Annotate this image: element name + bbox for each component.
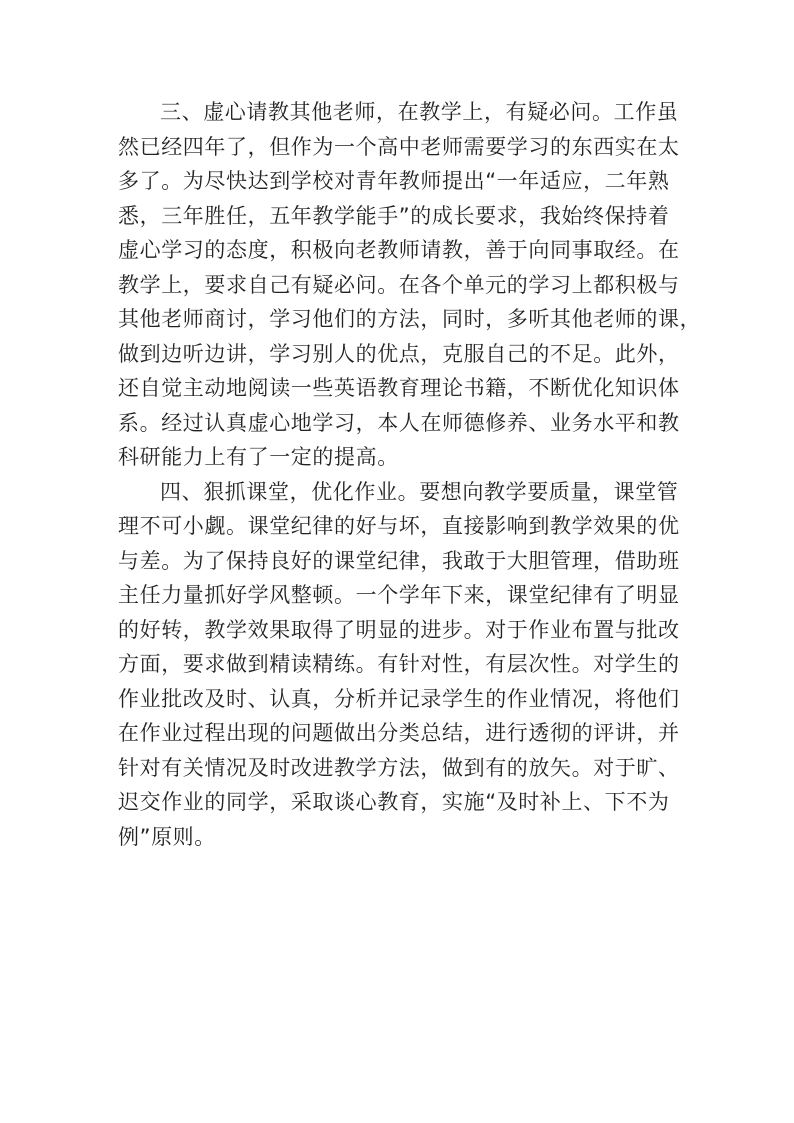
text-line: 其他老师商讨，学习他们的方法，同时，多听其他老师的课， bbox=[118, 307, 702, 331]
text-line: 针对有关情况及时改进教学方法，做到有的放矢。对于旷、 bbox=[118, 755, 680, 780]
text-line: 教学上，要求自己有疑必问。在各个单元的学习上都积极与 bbox=[118, 272, 680, 297]
text-line: 主任力量抓好学风整顿。一个学年下来，课堂纪律有了明显 bbox=[118, 583, 680, 607]
paragraph-four bbox=[118, 475, 688, 855]
text-line: 四、狠抓课堂，优化作业。要想向教学要质量，课堂管 bbox=[160, 479, 679, 504]
text-line: 然已经四年了，但作为一个高中老师需要学习的东西实在太 bbox=[118, 134, 680, 159]
text-line: 与差。为了保持良好的课堂纪律，我敢于大胆管理，借助班 bbox=[118, 548, 680, 573]
text-line: 做到边听边讲，学习别人的优点，克服自己的不足。此外， bbox=[118, 341, 680, 366]
text-line: 的好转，教学效果取得了明显的进步。对于作业布置与批改 bbox=[118, 617, 680, 642]
text-line: 作业批改及时、认真，分析并记录学生的作业情况，将他们 bbox=[118, 686, 680, 711]
text-line: 例”原则。 bbox=[118, 824, 216, 849]
document-body bbox=[118, 95, 702, 854]
text-line: 系。经过认真虚心地学习，本人在师德修养、业务水平和教 bbox=[118, 410, 680, 435]
text-line: 科研能力上有了一定的提高。 bbox=[118, 445, 399, 469]
paragraph-three bbox=[118, 95, 702, 475]
text-line: 悉，三年胜任，五年教学能手”的成长要求，我始终保持着 bbox=[118, 203, 670, 228]
text-line: 虚心学习的态度，积极向老教师请教，善于向同事取经。在 bbox=[118, 238, 680, 262]
text-line: 多了。为尽快达到学校对青年教师提出“一年适应，二年熟 bbox=[118, 169, 670, 193]
text-line: 迟交作业的同学，采取谈心教育，实施“及时补上、下不为 bbox=[118, 790, 670, 814]
text-line: 理不可小觑。课堂纪律的好与坏，直接影响到教学效果的优 bbox=[118, 514, 680, 538]
text-line: 还自觉主动地阅读一些英语教育理论书籍，不断优化知识体 bbox=[118, 376, 680, 400]
text-line: 方面，要求做到精读精练。有针对性，有层次性。对学生的 bbox=[118, 652, 680, 676]
text-line: 在作业过程出现的问题做出分类总结，进行透彻的评讲，并 bbox=[118, 721, 680, 745]
text-line: 三、虚心请教其他老师，在教学上，有疑必问。工作虽 bbox=[160, 100, 679, 124]
